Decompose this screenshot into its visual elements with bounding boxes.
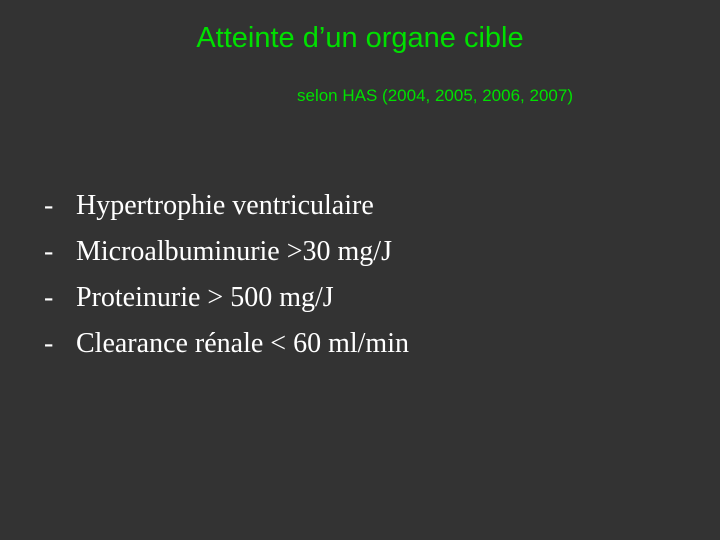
- bullet-dash: -: [44, 282, 54, 313]
- bullet-text: Proteinurie > 500 mg/J: [76, 282, 334, 313]
- bullet-dash: -: [44, 190, 54, 221]
- bullet-dash: -: [44, 328, 54, 359]
- bullet-text: Clearance rénale < 60 ml/min: [76, 328, 409, 359]
- list-item: [44, 282, 409, 328]
- bullet-list: [44, 190, 409, 374]
- list-item: [44, 236, 409, 282]
- slide-title: Atteinte d’un organe cible: [196, 22, 524, 54]
- bullet-text: Hypertrophie ventriculaire: [76, 190, 374, 221]
- list-item: [44, 328, 409, 374]
- bullet-text: Microalbuminurie >30 mg/J: [76, 236, 392, 267]
- slide-subtitle: selon HAS (2004, 2005, 2006, 2007): [297, 86, 573, 105]
- list-item: [44, 190, 409, 236]
- bullet-dash: -: [44, 236, 54, 267]
